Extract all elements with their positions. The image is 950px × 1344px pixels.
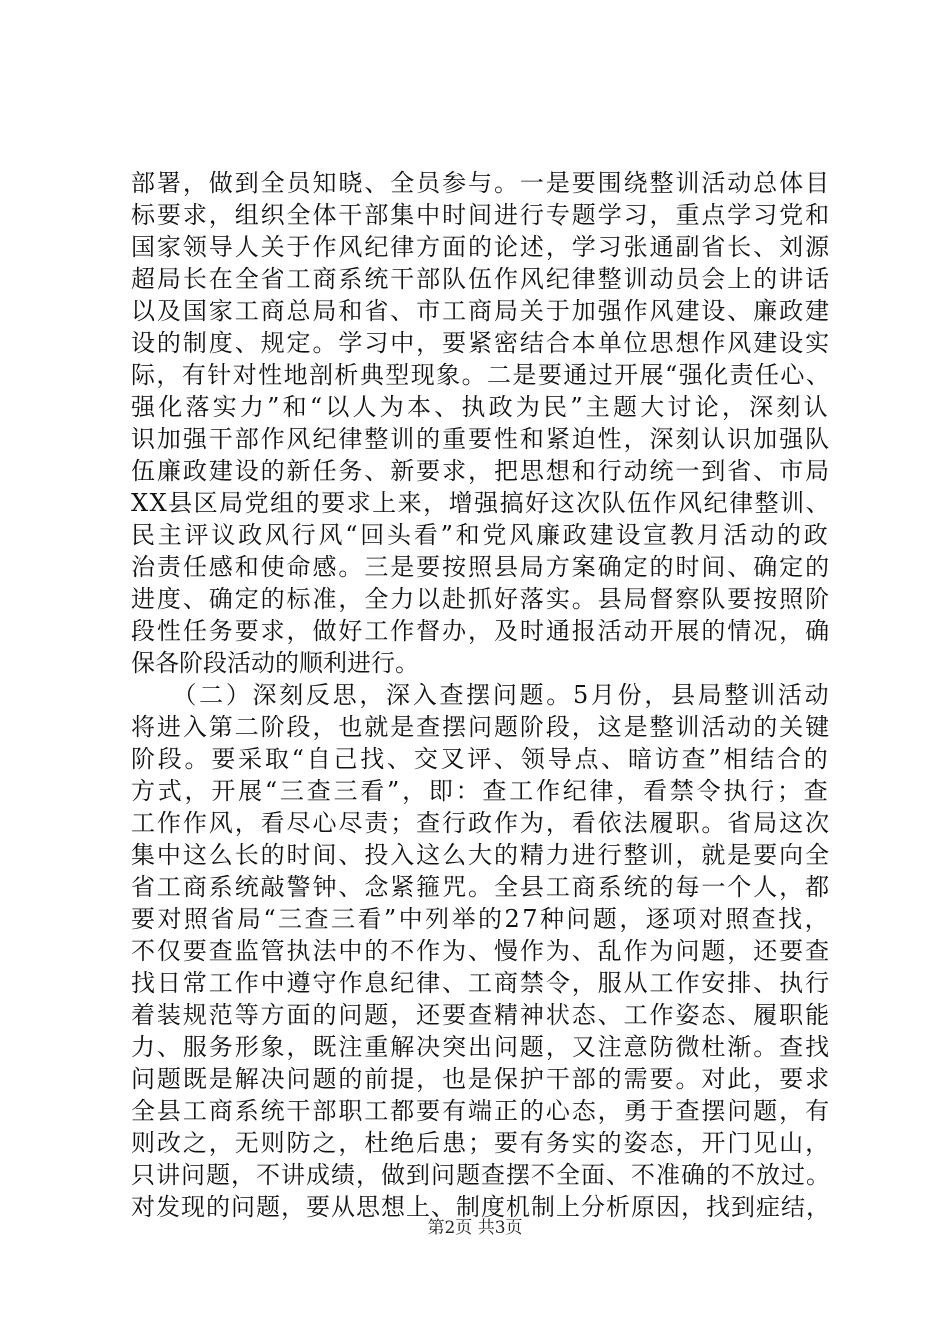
text-line: 强化落实力”和“以人为本、执政为民”主题大讨论，深刻认 bbox=[131, 393, 831, 421]
text-line: XX县区局党组的要求上来，增强搞好这次队伍作风纪律整训、 bbox=[131, 489, 832, 517]
text-line: 要对照省局“三查三看”中列举的27种问题，逐项对照查找， bbox=[131, 905, 832, 933]
text-line: 全县工商系统干部职工都要有端正的心态，勇于查摆问题，有 bbox=[131, 1097, 831, 1125]
text-line: 治责任感和使命感。三是要按照县局方案确定的时间、确定的 bbox=[131, 553, 831, 581]
document-body bbox=[131, 167, 831, 1223]
text-line: 力、服务形象，既注重解决突出问题，又注意防微杜渐。查找 bbox=[131, 1033, 831, 1061]
text-line: 段性任务要求，做好工作督办，及时通报活动开展的情况，确 bbox=[131, 617, 831, 645]
text-line: 际，有针对性地剖析典型现象。二是要通过开展“强化责任心、 bbox=[131, 361, 832, 389]
text-line: 部署，做到全员知晓、全员参与。一是要围绕整训活动总体目 bbox=[131, 169, 831, 197]
text-line: 伍廉政建设的新任务、新要求，把思想和行动统一到省、市局 bbox=[131, 457, 831, 485]
text-line: 将进入第二阶段，也就是查摆问题阶段，这是整训活动的关键 bbox=[131, 713, 831, 741]
text-line: 以及国家工商总局和省、市工商局关于加强作风建设、廉政建 bbox=[131, 297, 831, 325]
text-line: 超局长在全省工商系统干部队伍作风纪律整训动员会上的讲话 bbox=[131, 265, 831, 293]
text-line: 识加强干部作风纪律整训的重要性和紧迫性，深刻认识加强队 bbox=[131, 425, 831, 453]
page-footer: 第2页 共3页 bbox=[427, 1218, 523, 1238]
text-line: 找日常工作中遵守作息纪律、工商禁令，服从工作安排、执行 bbox=[131, 969, 831, 997]
text-line: 对发现的问题，要从思想上、制度机制上分析原因，找到症结， bbox=[131, 1193, 831, 1221]
text-line: 工作作风，看尽心尽责；查行政作为，看依法履职。省局这次 bbox=[131, 809, 831, 837]
text-line: 阶段。要采取“自己找、交叉评、领导点、暗访查”相结合的 bbox=[131, 745, 831, 773]
text-line: 民主评议政风行风“回头看”和党风廉政建设宣教月活动的政 bbox=[131, 521, 831, 549]
text-line: （二）深刻反思，深入查摆问题。5月份，县局整训活动 bbox=[131, 681, 832, 709]
text-line: 国家领导人关于作风纪律方面的论述，学习张通副省长、刘源 bbox=[131, 233, 831, 261]
text-line: 问题既是解决问题的前提，也是保护干部的需要。对此，要求 bbox=[131, 1065, 831, 1093]
text-line: 则改之，无则防之，杜绝后患；要有务实的姿态，开门见山， bbox=[131, 1129, 831, 1157]
text-line: 不仅要查监管执法中的不作为、慢作为、乱作为问题，还要查 bbox=[131, 937, 831, 965]
text-line: 设的制度、规定。学习中，要紧密结合本单位思想作风建设实 bbox=[131, 329, 831, 357]
text-line: 进度、确定的标准，全力以赴抓好落实。县局督察队要按照阶 bbox=[131, 585, 831, 613]
text-line: 标要求，组织全体干部集中时间进行专题学习，重点学习党和 bbox=[131, 201, 831, 229]
text-line: 方式，开展“三查三看”，即：查工作纪律，看禁令执行；查 bbox=[131, 777, 831, 805]
text-line: 保各阶段活动的顺利进行。 bbox=[131, 649, 419, 677]
text-line: 省工商系统敲警钟、念紧箍咒。全县工商系统的每一个人，都 bbox=[131, 873, 831, 901]
text-line: 着装规范等方面的问题，还要查精神状态、工作姿态、履职能 bbox=[131, 1001, 831, 1029]
text-line: 集中这么长的时间、投入这么大的精力进行整训，就是要向全 bbox=[131, 841, 831, 869]
text-line: 只讲问题，不讲成绩，做到问题查摆不全面、不准确的不放过。 bbox=[131, 1161, 831, 1189]
